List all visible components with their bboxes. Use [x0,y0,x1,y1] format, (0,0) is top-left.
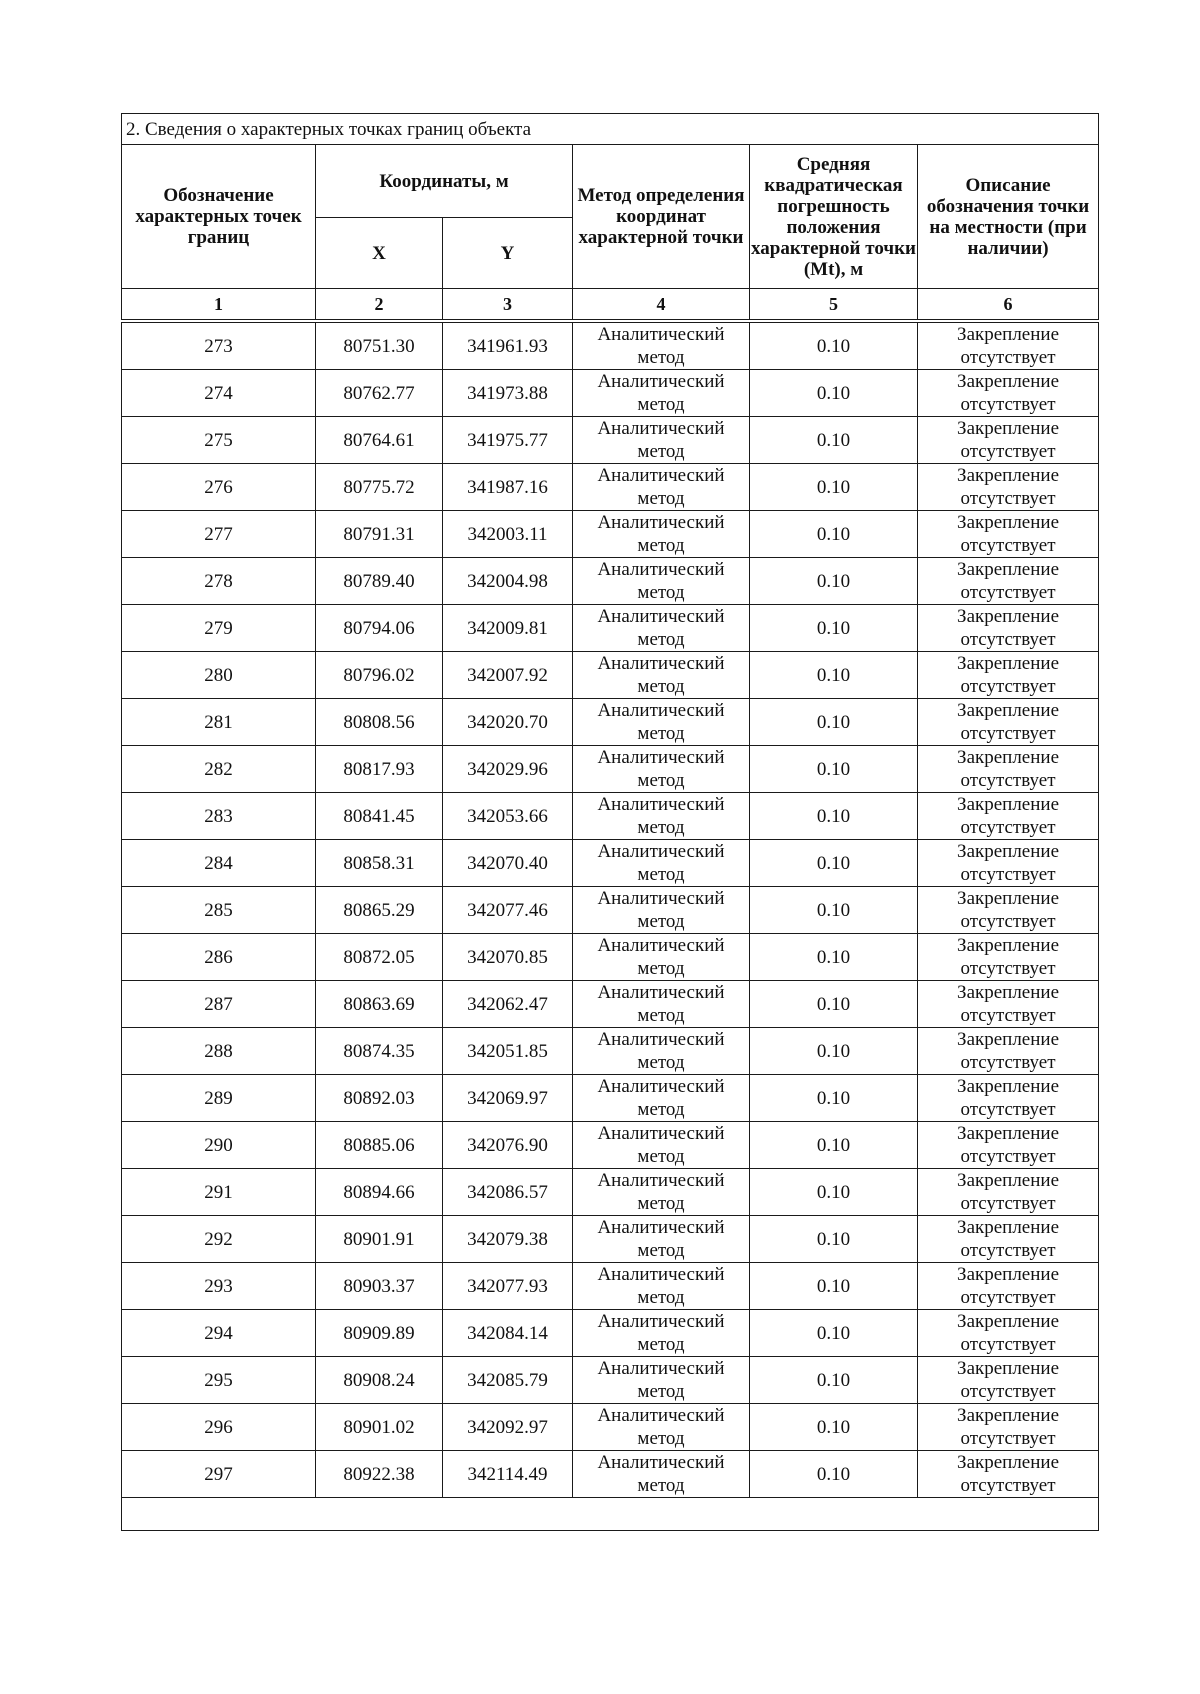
y-coordinate-cell: 341987.16 [443,464,573,511]
method-cell-line1: Аналитический [597,1076,725,1097]
point-number-cell: 296 [122,1404,316,1451]
error-cell: 0.10 [750,323,918,370]
method-cell [573,558,750,605]
y-coordinate-cell: 341973.88 [443,370,573,417]
point-number-cell: 281 [122,699,316,746]
error-cell: 0.10 [750,1216,918,1263]
description-cell-line1: Закрепление [957,1311,1060,1332]
method-cell [573,370,750,417]
error-cell: 0.10 [750,887,918,934]
table-row [122,1310,1099,1357]
description-cell [918,840,1099,887]
table-row [122,1451,1099,1498]
method-cell [573,793,750,840]
description-cell-line1: Закрепление [957,512,1060,533]
description-cell [918,1075,1099,1122]
point-number-cell: 273 [122,323,316,370]
column-number: 6 [918,289,1099,320]
description-cell-line1: Закрепление [957,888,1060,909]
point-number-cell: 288 [122,1028,316,1075]
error-cell: 0.10 [750,1028,918,1075]
description-cell [918,1263,1099,1310]
description-cell [918,370,1099,417]
description-cell-line2: отсутствует [960,958,1056,979]
header-coordinates: Координаты, м [316,145,573,218]
method-cell [573,746,750,793]
point-number-cell: 275 [122,417,316,464]
y-coordinate-cell: 342077.46 [443,887,573,934]
x-coordinate-cell: 80796.02 [316,652,443,699]
method-cell-line2: метод [637,1146,685,1167]
method-cell-line1: Аналитический [597,512,725,533]
method-cell [573,934,750,981]
y-coordinate-cell: 342069.97 [443,1075,573,1122]
y-coordinate-cell: 342020.70 [443,699,573,746]
method-cell-line1: Аналитический [597,371,725,392]
table-row [122,605,1099,652]
error-cell: 0.10 [750,1075,918,1122]
method-cell-line1: Аналитический [597,324,725,345]
description-cell-line2: отсутствует [960,864,1056,885]
description-cell-line2: отсутствует [960,1381,1056,1402]
method-cell-line1: Аналитический [597,747,725,768]
x-coordinate-cell: 80903.37 [316,1263,443,1310]
method-cell-line1: Аналитический [597,935,725,956]
method-cell-line2: метод [637,1099,685,1120]
error-cell: 0.10 [750,934,918,981]
y-coordinate-cell: 342114.49 [443,1451,573,1498]
table-row [122,1075,1099,1122]
x-coordinate-cell: 80791.31 [316,511,443,558]
point-number-cell: 276 [122,464,316,511]
description-cell [918,1404,1099,1451]
x-coordinate-cell: 80901.02 [316,1404,443,1451]
document-sheet [121,113,1098,1531]
point-number-cell: 295 [122,1357,316,1404]
x-coordinate-cell: 80863.69 [316,981,443,1028]
description-cell-line1: Закрепление [957,935,1060,956]
method-cell-line2: метод [637,1287,685,1308]
x-coordinate-cell: 80874.35 [316,1028,443,1075]
description-cell [918,981,1099,1028]
y-coordinate-cell: 342084.14 [443,1310,573,1357]
method-cell [573,699,750,746]
y-coordinate-cell: 342007.92 [443,652,573,699]
description-cell-line2: отсутствует [960,911,1056,932]
error-cell: 0.10 [750,652,918,699]
method-cell-line1: Аналитический [597,653,725,674]
table-row [122,746,1099,793]
point-number-cell: 282 [122,746,316,793]
error-cell: 0.10 [750,1310,918,1357]
description-cell [918,605,1099,652]
method-cell-line1: Аналитический [597,1311,725,1332]
point-number-cell: 291 [122,1169,316,1216]
point-number-cell: 274 [122,370,316,417]
description-cell-line2: отсутствует [960,535,1056,556]
method-cell [573,1451,750,1498]
description-cell-line2: отсутствует [960,1287,1056,1308]
description-cell [918,699,1099,746]
description-cell-line1: Закрепление [957,1264,1060,1285]
description-cell-line1: Закрепление [957,1123,1060,1144]
table-row [122,1028,1099,1075]
description-cell-line1: Закрепление [957,465,1060,486]
description-cell-line2: отсутствует [960,1428,1056,1449]
description-cell-line2: отсутствует [960,441,1056,462]
description-cell-line2: отсутствует [960,1052,1056,1073]
table-row [122,652,1099,699]
description-cell-line1: Закрепление [957,1217,1060,1238]
description-cell-line1: Закрепление [957,1029,1060,1050]
description-cell-line1: Закрепление [957,559,1060,580]
x-coordinate-cell: 80817.93 [316,746,443,793]
method-cell-line2: метод [637,1334,685,1355]
description-cell [918,1122,1099,1169]
x-coordinate-cell: 80908.24 [316,1357,443,1404]
description-cell-line1: Закрепление [957,1358,1060,1379]
column-number: 3 [443,289,573,320]
description-cell [918,464,1099,511]
error-cell: 0.10 [750,558,918,605]
method-cell-line1: Аналитический [597,982,725,1003]
point-number-cell: 286 [122,934,316,981]
x-coordinate-cell: 80751.30 [316,323,443,370]
description-cell-line2: отсутствует [960,394,1056,415]
column-number: 5 [750,289,918,320]
point-number-cell: 278 [122,558,316,605]
description-cell-line2: отсутствует [960,629,1056,650]
error-cell: 0.10 [750,1122,918,1169]
table-row [122,1404,1099,1451]
method-cell [573,1357,750,1404]
description-cell-line2: отсутствует [960,1240,1056,1261]
method-cell-line1: Аналитический [597,559,725,580]
method-cell-line1: Аналитический [597,1405,725,1426]
description-cell-line2: отсутствует [960,347,1056,368]
method-cell-line2: метод [637,1428,685,1449]
error-cell: 0.10 [750,1451,918,1498]
method-cell [573,323,750,370]
x-coordinate-cell: 80901.91 [316,1216,443,1263]
method-cell-line1: Аналитический [597,1123,725,1144]
table-row [122,1122,1099,1169]
method-cell-line2: метод [637,864,685,885]
table-row [122,370,1099,417]
y-coordinate-cell: 342029.96 [443,746,573,793]
error-cell: 0.10 [750,1169,918,1216]
y-coordinate-cell: 342003.11 [443,511,573,558]
method-cell-line2: метод [637,1005,685,1026]
description-cell [918,746,1099,793]
error-cell: 0.10 [750,840,918,887]
description-cell-line1: Закрепление [957,982,1060,1003]
description-cell [918,934,1099,981]
point-number-cell: 283 [122,793,316,840]
table-row [122,511,1099,558]
x-coordinate-cell: 80841.45 [316,793,443,840]
point-number-cell: 277 [122,511,316,558]
y-coordinate-cell: 342070.85 [443,934,573,981]
error-cell: 0.10 [750,464,918,511]
method-cell-line1: Аналитический [597,465,725,486]
table-row [122,1357,1099,1404]
method-cell-line1: Аналитический [597,888,725,909]
y-coordinate-cell: 341975.77 [443,417,573,464]
point-number-cell: 280 [122,652,316,699]
boundary-points-table [121,113,1099,1531]
empty-footer-row [122,1498,1099,1531]
y-coordinate-cell: 342086.57 [443,1169,573,1216]
error-cell: 0.10 [750,981,918,1028]
point-number-cell: 293 [122,1263,316,1310]
description-cell [918,793,1099,840]
description-cell-line1: Закрепление [957,1170,1060,1191]
method-cell [573,605,750,652]
description-cell-line2: отсутствует [960,723,1056,744]
x-coordinate-cell: 80808.56 [316,699,443,746]
point-number-cell: 292 [122,1216,316,1263]
method-cell [573,1404,750,1451]
description-cell-line2: отсутствует [960,1005,1056,1026]
method-cell-line1: Аналитический [597,1217,725,1238]
empty-footer-cell [122,1498,1099,1531]
description-cell [918,511,1099,558]
method-cell-line1: Аналитический [597,1264,725,1285]
table-row [122,1263,1099,1310]
description-cell-line2: отсутствует [960,488,1056,509]
method-cell [573,840,750,887]
table-row [122,793,1099,840]
description-cell [918,1451,1099,1498]
method-cell [573,1075,750,1122]
column-number: 2 [316,289,443,320]
table-row [122,934,1099,981]
method-cell-line2: метод [637,1193,685,1214]
x-coordinate-cell: 80865.29 [316,887,443,934]
method-cell-line2: метод [637,723,685,744]
description-cell [918,1169,1099,1216]
description-cell-line1: Закрепление [957,371,1060,392]
table-row [122,1216,1099,1263]
table-row [122,1169,1099,1216]
description-cell-line1: Закрепление [957,606,1060,627]
table-row [122,840,1099,887]
x-coordinate-cell: 80872.05 [316,934,443,981]
method-cell [573,1028,750,1075]
section-title: 2. Сведения о характерных точках границ объекта [122,114,1099,145]
table-row [122,323,1099,370]
method-cell-line1: Аналитический [597,1452,725,1473]
method-cell [573,1263,750,1310]
description-cell [918,887,1099,934]
method-cell [573,1169,750,1216]
method-cell-line1: Аналитический [597,606,725,627]
method-cell-line1: Аналитический [597,1170,725,1191]
description-cell [918,1310,1099,1357]
method-cell [573,652,750,699]
error-cell: 0.10 [750,370,918,417]
method-cell [573,1310,750,1357]
header-method: Метод определения координат характерной точки [573,145,750,289]
method-cell-line1: Аналитический [597,794,725,815]
header-description: Описание обозначения точки на местности (при наличии) [918,145,1099,289]
point-number-cell: 289 [122,1075,316,1122]
y-coordinate-cell: 341961.93 [443,323,573,370]
method-cell-line1: Аналитический [597,1358,725,1379]
description-cell-line2: отсутствует [960,1334,1056,1355]
description-cell-line1: Закрепление [957,1452,1060,1473]
column-number: 4 [573,289,750,320]
description-cell-line1: Закрепление [957,1076,1060,1097]
y-coordinate-cell: 342085.79 [443,1357,573,1404]
x-coordinate-cell: 80794.06 [316,605,443,652]
y-coordinate-cell: 342070.40 [443,840,573,887]
description-cell [918,1028,1099,1075]
point-number-cell: 290 [122,1122,316,1169]
description-cell-line1: Закрепление [957,653,1060,674]
description-cell [918,558,1099,605]
error-cell: 0.10 [750,605,918,652]
table-row [122,417,1099,464]
method-cell-line2: метод [637,1475,685,1496]
method-cell [573,511,750,558]
method-cell [573,887,750,934]
description-cell-line1: Закрепление [957,1405,1060,1426]
point-number-cell: 284 [122,840,316,887]
point-number-cell: 297 [122,1451,316,1498]
method-cell-line2: метод [637,1381,685,1402]
header-x: X [316,218,443,289]
y-coordinate-cell: 342053.66 [443,793,573,840]
method-cell-line2: метод [637,394,685,415]
error-cell: 0.10 [750,511,918,558]
method-cell-line2: метод [637,958,685,979]
error-cell: 0.10 [750,746,918,793]
method-cell [573,417,750,464]
method-cell-line2: метод [637,629,685,650]
method-cell-line1: Аналитический [597,1029,725,1050]
error-cell: 0.10 [750,417,918,464]
description-cell [918,1216,1099,1263]
method-cell-line1: Аналитический [597,418,725,439]
table-row [122,464,1099,511]
header-error: Средняя квадратическая погрешность положения характерной точки (Mt), м [750,145,918,289]
description-cell [918,323,1099,370]
table-row [122,699,1099,746]
point-number-cell: 294 [122,1310,316,1357]
y-coordinate-cell: 342079.38 [443,1216,573,1263]
y-coordinate-cell: 342092.97 [443,1404,573,1451]
y-coordinate-cell: 342051.85 [443,1028,573,1075]
description-cell-line2: отсутствует [960,1099,1056,1120]
method-cell-line2: метод [637,347,685,368]
method-cell [573,1216,750,1263]
method-cell-line2: метод [637,535,685,556]
point-number-cell: 287 [122,981,316,1028]
description-cell-line1: Закрепление [957,794,1060,815]
method-cell [573,981,750,1028]
x-coordinate-cell: 80892.03 [316,1075,443,1122]
method-cell-line2: метод [637,911,685,932]
point-number-cell: 285 [122,887,316,934]
description-cell-line2: отсутствует [960,817,1056,838]
x-coordinate-cell: 80894.66 [316,1169,443,1216]
error-cell: 0.10 [750,1263,918,1310]
x-coordinate-cell: 80764.61 [316,417,443,464]
description-cell-line1: Закрепление [957,324,1060,345]
header-point-designation: Обозначение характерных точек границ [122,145,316,289]
error-cell: 0.10 [750,1357,918,1404]
error-cell: 0.10 [750,793,918,840]
x-coordinate-cell: 80789.40 [316,558,443,605]
description-cell [918,652,1099,699]
description-cell [918,417,1099,464]
description-cell-line2: отсутствует [960,1475,1056,1496]
error-cell: 0.10 [750,699,918,746]
y-coordinate-cell: 342077.93 [443,1263,573,1310]
x-coordinate-cell: 80909.89 [316,1310,443,1357]
header-y: Y [443,218,573,289]
description-cell-line2: отсутствует [960,1146,1056,1167]
description-cell-line1: Закрепление [957,747,1060,768]
description-cell-line1: Закрепление [957,841,1060,862]
method-cell-line2: метод [637,488,685,509]
point-number-cell: 279 [122,605,316,652]
description-cell [918,1357,1099,1404]
x-coordinate-cell: 80858.31 [316,840,443,887]
description-cell-line2: отсутствует [960,1193,1056,1214]
column-number: 1 [122,289,316,320]
method-cell-line2: метод [637,1052,685,1073]
x-coordinate-cell: 80762.77 [316,370,443,417]
y-coordinate-cell: 342009.81 [443,605,573,652]
method-cell-line1: Аналитический [597,841,725,862]
method-cell-line2: метод [637,1240,685,1261]
y-coordinate-cell: 342076.90 [443,1122,573,1169]
description-cell-line2: отсутствует [960,676,1056,697]
table-row [122,887,1099,934]
table-row [122,981,1099,1028]
description-cell-line2: отсутствует [960,770,1056,791]
description-cell-line1: Закрепление [957,418,1060,439]
table-row [122,558,1099,605]
method-cell [573,464,750,511]
error-cell: 0.10 [750,1404,918,1451]
y-coordinate-cell: 342004.98 [443,558,573,605]
x-coordinate-cell: 80885.06 [316,1122,443,1169]
method-cell-line2: метод [637,770,685,791]
method-cell-line2: метод [637,817,685,838]
x-coordinate-cell: 80775.72 [316,464,443,511]
method-cell-line2: метод [637,441,685,462]
method-cell-line2: метод [637,676,685,697]
x-coordinate-cell: 80922.38 [316,1451,443,1498]
method-cell [573,1122,750,1169]
y-coordinate-cell: 342062.47 [443,981,573,1028]
description-cell-line2: отсутствует [960,582,1056,603]
method-cell-line1: Аналитический [597,700,725,721]
description-cell-line1: Закрепление [957,700,1060,721]
method-cell-line2: метод [637,582,685,603]
